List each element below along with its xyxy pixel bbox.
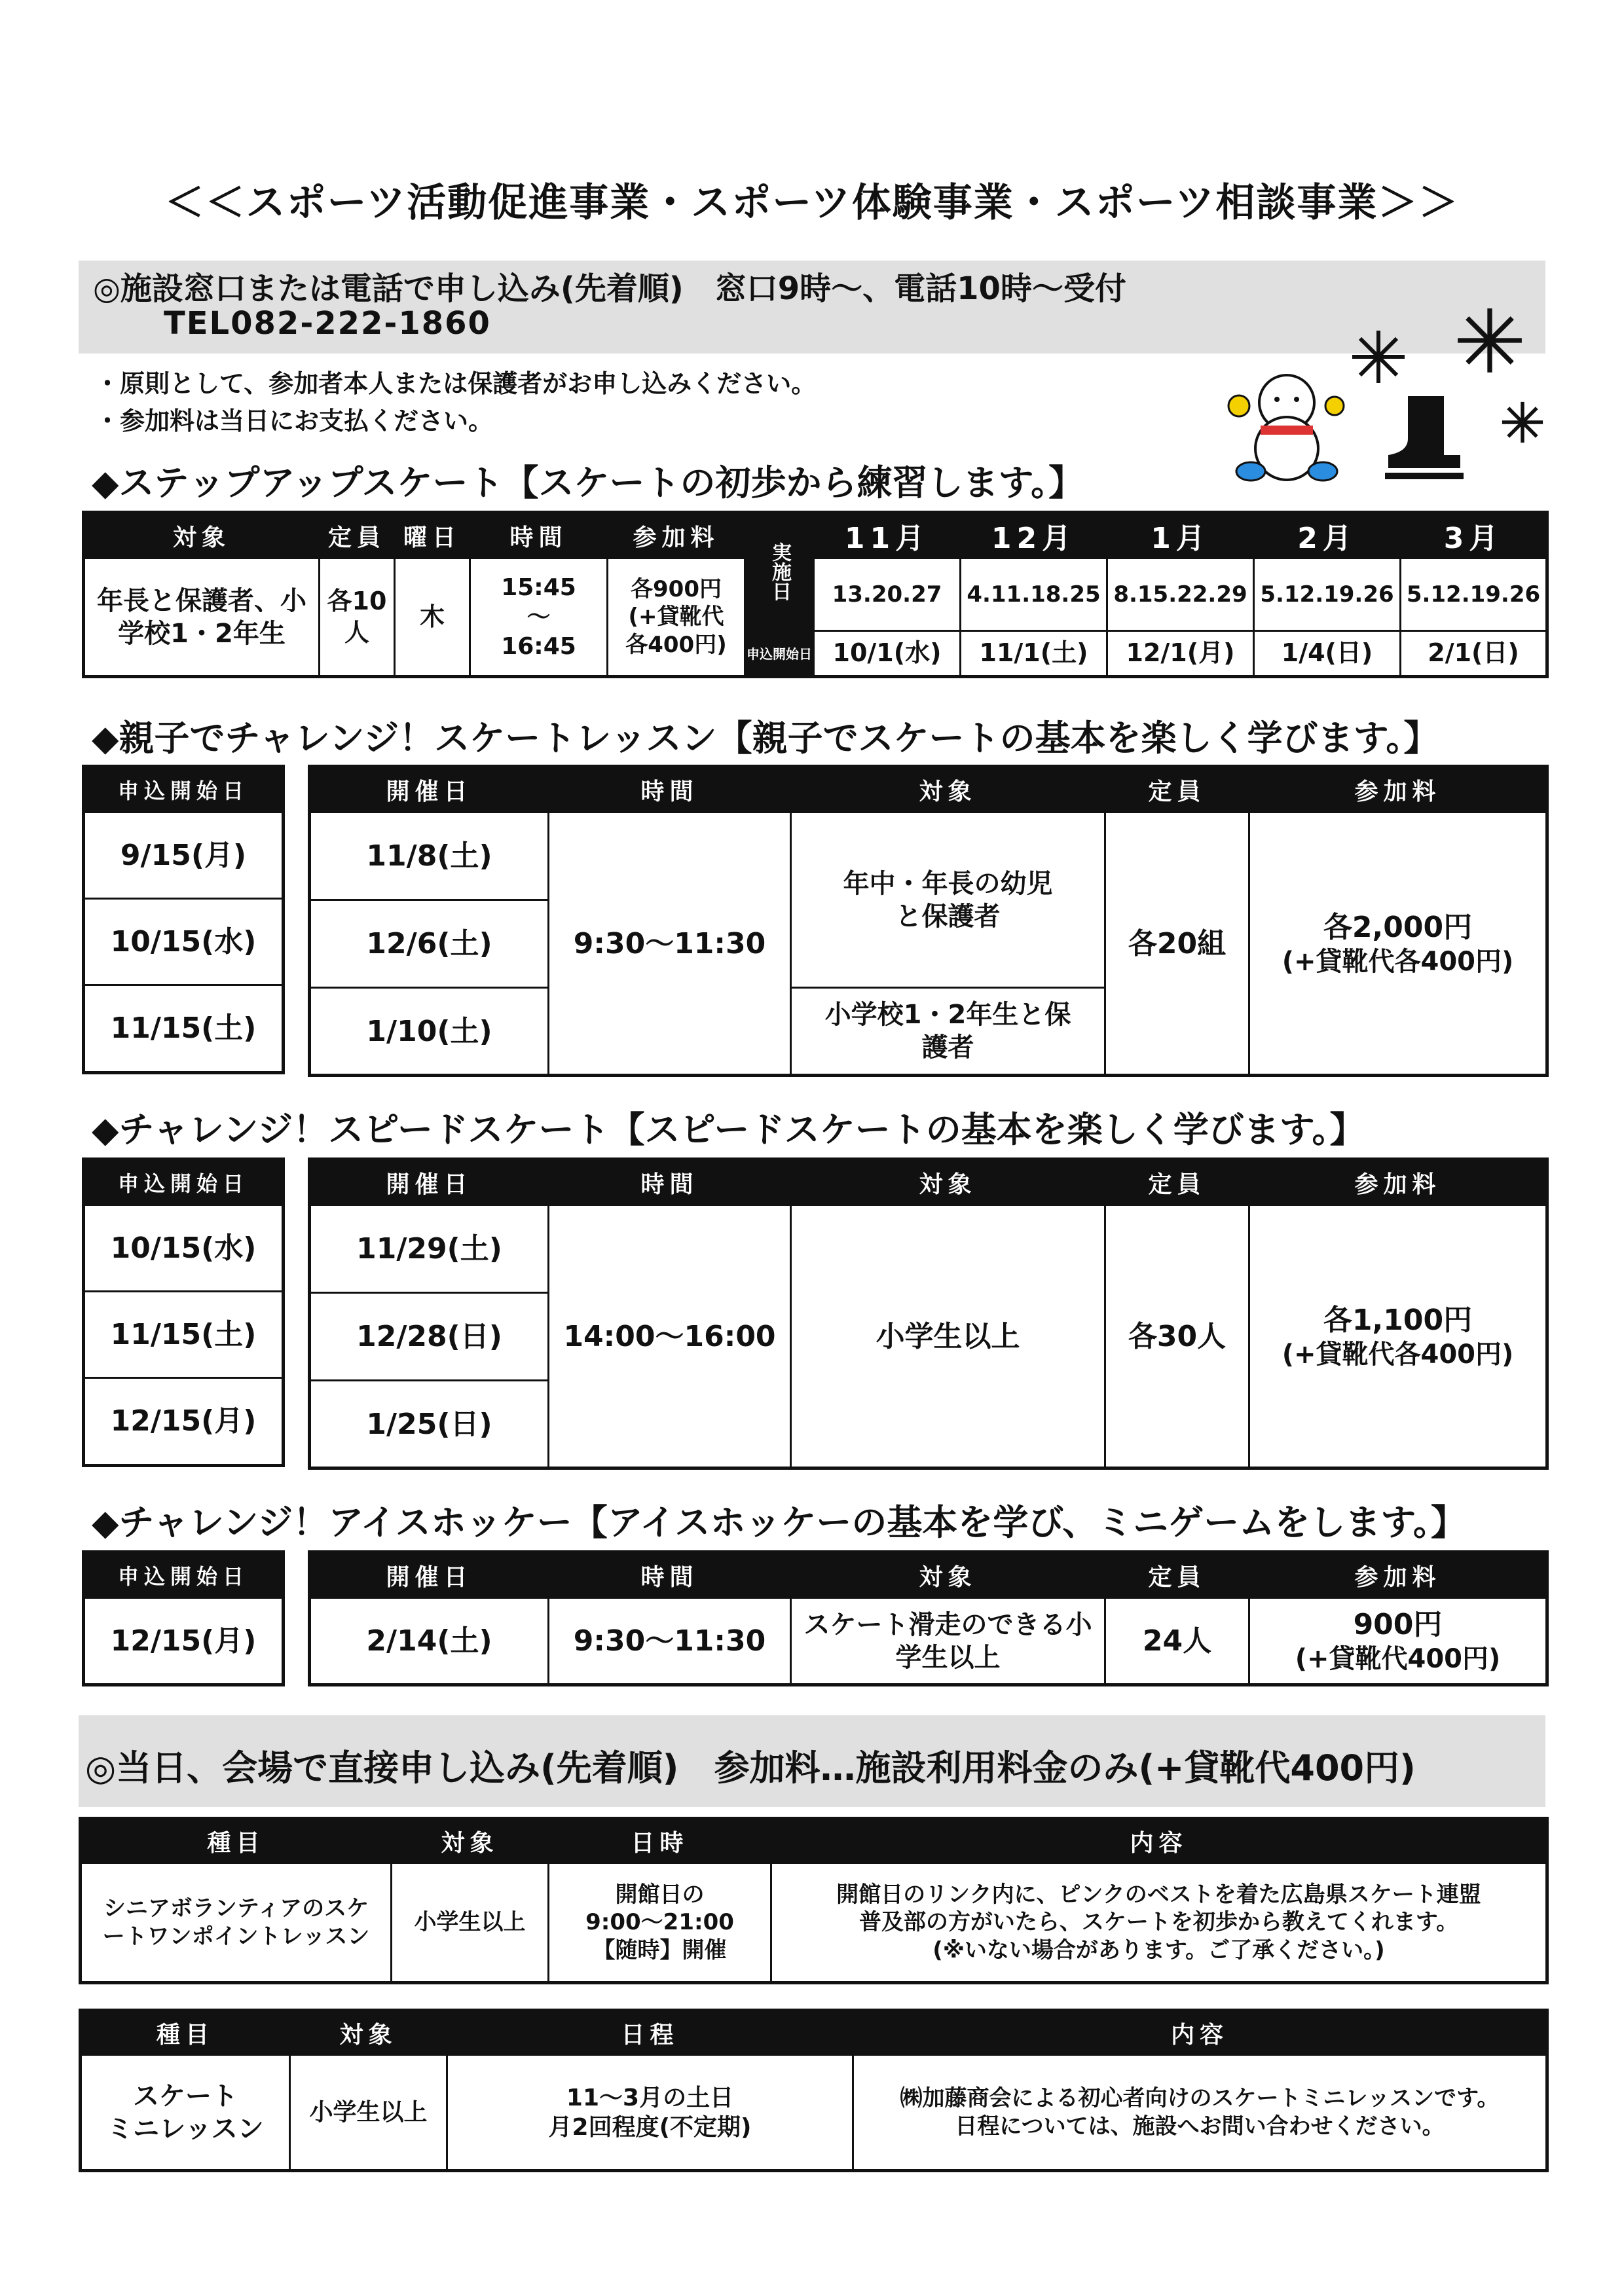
apply-date: 12/15(月) <box>84 1598 284 1685</box>
skate-icon <box>1382 393 1467 484</box>
speed-table <box>308 1157 1549 1470</box>
header-fee: 参加料 <box>1249 767 1547 812</box>
header-target: 対象 <box>392 1819 549 1863</box>
event-date: 11/8(土) <box>310 812 549 900</box>
event-date: 1/25(日) <box>310 1381 549 1468</box>
header-event-date: 開催日 <box>310 1159 549 1205</box>
apply-date: 11/15(土) <box>84 1291 284 1377</box>
header-target: 対象 <box>290 2011 447 2055</box>
apply-date: 10/15(水) <box>84 1205 284 1292</box>
hockey-capacity: 24人 <box>1105 1598 1249 1685</box>
speed-fee-1: 各1,100円 <box>1323 1303 1473 1337</box>
snowman-icon <box>1225 367 1349 484</box>
apply-date: 12/15(月) <box>84 1377 284 1465</box>
hockey-fee-2: (+貸靴代400円) <box>1295 1644 1501 1674</box>
stepup-date-11: 13.20.27 <box>814 558 961 630</box>
stepup-apply-1: 12/1(月) <box>1107 630 1254 676</box>
volunteer-time-1: 開館日の <box>615 1881 705 1908</box>
hockey-time: 9:30～11:30 <box>549 1598 791 1685</box>
volunteer-event: シニアボランティアのスケートワンポイントレッスン <box>81 1863 392 1983</box>
mini-target: 小学生以上 <box>290 2055 447 2171</box>
event-date: 12/6(土) <box>310 900 549 988</box>
parentchild-heading: ◆親子でチャレンジ！スケートレッスン【親子でスケートの基本を楽しく学びます。】 <box>92 718 1439 759</box>
header-capacity: 定員 <box>1105 1159 1249 1205</box>
mini-content-1: ㈱加藤商会による初心者向けのスケートミニレッスンです。 <box>900 2085 1500 2111</box>
hockey-table <box>308 1550 1549 1686</box>
header-event: 種目 <box>81 2011 290 2055</box>
header-event-date: 開催日 <box>310 1552 549 1598</box>
stepup-apply-2: 1/4(日) <box>1254 630 1401 676</box>
note-2: ・参加料は当日にお支払ください。 <box>95 407 494 435</box>
mini-table <box>79 2009 1549 2172</box>
stepup-date-2: 5.12.19.26 <box>1254 558 1401 630</box>
header-schedule: 日程 <box>447 2011 853 2055</box>
stepup-date-12: 4.11.18.25 <box>961 558 1107 630</box>
apply-date: 9/15(月) <box>84 812 284 899</box>
parentchild-table <box>308 765 1549 1077</box>
header-datetime: 日時 <box>549 1819 771 1863</box>
volunteer-target: 小学生以上 <box>392 1863 549 1983</box>
header-time: 時間 <box>470 513 608 558</box>
month-11: 11月 <box>814 513 961 558</box>
event-date: 1/10(土) <box>310 988 549 1076</box>
header-capacity: 定員 <box>1105 767 1249 812</box>
header-impl: 実施日 <box>745 513 814 631</box>
header-apply: 申込開始日 <box>745 630 814 676</box>
event-date: 12/28(日) <box>310 1293 549 1381</box>
speed-time: 14:00～16:00 <box>549 1205 791 1468</box>
snowflake-icon <box>1349 327 1408 386</box>
apply-header: 申込開始日 <box>84 1552 284 1598</box>
volunteer-content-3: (※いない場合があります。ご了承ください。) <box>932 1937 1385 1963</box>
event-date: 2/14(土) <box>310 1598 549 1685</box>
stepup-weekday: 木 <box>395 558 470 677</box>
sameday-band <box>79 1715 1545 1807</box>
header-content: 内容 <box>771 1819 1547 1863</box>
header-time: 時間 <box>549 1552 791 1598</box>
volunteer-table <box>79 1817 1549 1984</box>
month-2: 2月 <box>1254 513 1401 558</box>
stepup-time-end: 16:45 <box>501 633 576 661</box>
parentchild-time: 9:30～11:30 <box>549 812 791 1076</box>
header-fee: 参加料 <box>1249 1159 1547 1205</box>
hockey-heading: ◆チャレンジ！アイスホッケー【アイスホッケーの基本を学び、ミニゲームをします。】 <box>92 1502 1466 1543</box>
snowflake-icon <box>1454 304 1526 376</box>
stepup-fee-2: (+貸靴代 <box>628 604 724 630</box>
stepup-date-3: 5.12.19.26 <box>1401 558 1547 630</box>
apply-date: 11/15(土) <box>84 985 284 1072</box>
sameday-heading: ◎当日、会場で直接申し込み(先着順) 参加料…施設利用料金のみ(+貸靴代400円) <box>85 1747 1416 1789</box>
header-content: 内容 <box>853 2011 1547 2055</box>
tel-number: TEL082-222-1860 <box>164 305 491 342</box>
stepup-apply-12: 11/1(土) <box>961 630 1107 676</box>
note-1: ・原則として、参加者本人または保護者がお申し込みください。 <box>95 369 817 398</box>
mini-content-2: 日程については、施設へお問い合わせください。 <box>955 2113 1445 2140</box>
apply-header: 申込開始日 <box>84 1159 284 1205</box>
parentchild-apply-table <box>82 765 285 1074</box>
speed-target: 小学生以上 <box>791 1205 1105 1468</box>
header-target: 対象 <box>84 513 320 558</box>
mini-event-2: ミニレッスン <box>107 2113 264 2144</box>
header-capacity: 定員 <box>320 513 395 558</box>
parentchild-capacity: 各20組 <box>1105 812 1249 1076</box>
header-target: 対象 <box>791 1159 1105 1205</box>
hockey-apply-table <box>82 1550 285 1686</box>
hockey-target: スケート滑走のできる小学生以上 <box>791 1598 1105 1685</box>
apply-window-band <box>79 261 1545 354</box>
stepup-time-sep: ～ <box>526 604 551 631</box>
mini-schedule-1: 11～3月の土日 <box>566 2084 734 2111</box>
header-event: 種目 <box>81 1819 392 1863</box>
speed-fee-2: (+貸靴代各400円) <box>1282 1339 1514 1370</box>
header-weekday: 曜日 <box>395 513 470 558</box>
stepup-target: 年長と保護者、小学校1・2年生 <box>84 558 320 677</box>
month-12: 12月 <box>961 513 1107 558</box>
stepup-fee-3: 各400円) <box>625 631 727 658</box>
stepup-fee-1: 各900円 <box>631 575 722 602</box>
page-title: ＜＜スポーツ活動促進事業・スポーツ体験事業・スポーツ相談事業＞＞ <box>164 180 1460 226</box>
mini-schedule-2: 月2回程度(不定期) <box>548 2113 752 2141</box>
speed-capacity: 各30人 <box>1105 1205 1249 1468</box>
stepup-table <box>82 511 1549 678</box>
month-3: 3月 <box>1401 513 1547 558</box>
parentchild-fee-2: (+貸靴代各400円) <box>1282 946 1514 977</box>
event-date: 11/29(土) <box>310 1205 549 1293</box>
snowflake-icon <box>1500 399 1545 445</box>
hockey-fee-1: 900円 <box>1353 1608 1443 1641</box>
volunteer-content-1: 開館日のリンク内に、ピンクのベストを着た広島県スケート連盟 <box>836 1881 1481 1908</box>
volunteer-time-2: 9:00～21:00 <box>585 1909 734 1936</box>
apply-date: 10/15(水) <box>84 898 284 985</box>
stepup-capacity: 各10人 <box>320 558 395 677</box>
speed-apply-table <box>82 1157 285 1467</box>
mini-event-1: スケート <box>133 2081 238 2111</box>
apply-window-text: ◎施設窓口または電話で申し込み(先着順) 窓口9時～、電話10時～受付 <box>93 270 1126 307</box>
header-time: 時間 <box>549 1159 791 1205</box>
volunteer-content-2: 普及部の方がいたら、スケートを初歩から教えてくれます。 <box>858 1909 1459 1936</box>
stepup-date-1: 8.15.22.29 <box>1107 558 1254 630</box>
apply-header: 申込開始日 <box>84 767 284 812</box>
stepup-heading: ◆ステップアップスケート【スケートの初歩から練習します。】 <box>92 462 1084 503</box>
header-time: 時間 <box>549 767 791 812</box>
parentchild-fee-1: 各2,000円 <box>1323 910 1473 944</box>
parentchild-target-1: 年中・年長の幼児と保護者 <box>791 812 1105 988</box>
stepup-time-start: 15:45 <box>501 574 576 602</box>
stepup-apply-3: 2/1(日) <box>1401 630 1547 676</box>
parentchild-target-2: 小学校1・2年生と保護者 <box>791 988 1105 1076</box>
header-fee: 参加料 <box>1249 1552 1547 1598</box>
speed-heading: ◆チャレンジ！スピードスケート【スピードスケートの基本を楽しく学びます。】 <box>92 1109 1365 1150</box>
header-target: 対象 <box>791 1552 1105 1598</box>
month-1: 1月 <box>1107 513 1254 558</box>
header-target: 対象 <box>791 767 1105 812</box>
header-event-date: 開催日 <box>310 767 549 812</box>
header-fee: 参加料 <box>608 513 745 558</box>
stepup-apply-11: 10/1(水) <box>814 630 961 676</box>
volunteer-time-3: 【随時】開催 <box>593 1937 727 1963</box>
header-capacity: 定員 <box>1105 1552 1249 1598</box>
